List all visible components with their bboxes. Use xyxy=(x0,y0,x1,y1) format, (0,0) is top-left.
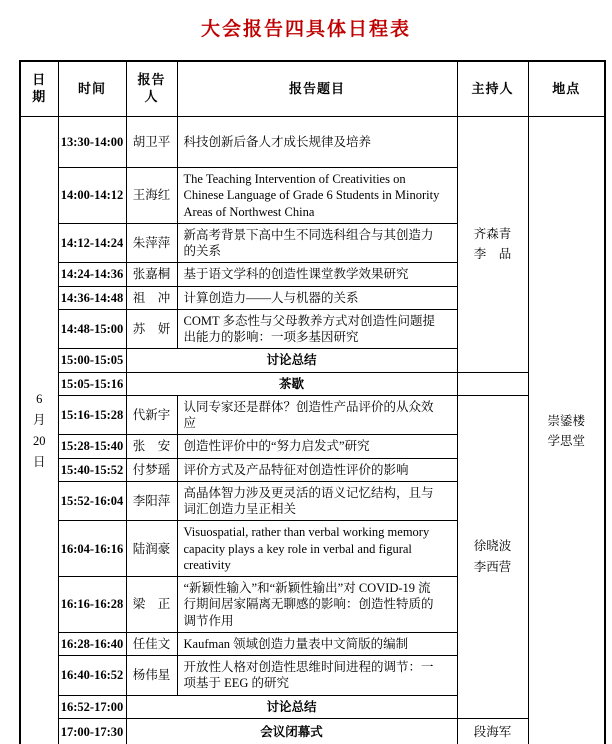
speaker-cell: 祖 冲 xyxy=(126,286,177,309)
time-cell: 13:30-14:00 xyxy=(58,117,126,168)
time-cell: 14:36-14:48 xyxy=(58,286,126,309)
speaker-cell: 张 安 xyxy=(126,435,177,458)
topic-cell: Kaufman 领域创造力量表中文简版的编制 xyxy=(177,632,457,655)
topic-cell: Visuospatial, rather than verbal working memory capacity plays a key role in verbal and figural creativity xyxy=(177,521,457,577)
topic-cell: 认同专家还是群体？创造性产品评价的从众效应 xyxy=(177,395,457,435)
time-cell: 16:40-16:52 xyxy=(58,656,126,696)
speaker-cell: 梁 正 xyxy=(126,577,177,633)
header-cell: 主持人 xyxy=(457,61,528,117)
header-cell: 报告题目 xyxy=(177,61,457,117)
speaker-cell: 付梦瑶 xyxy=(126,458,177,481)
date-line: 20 xyxy=(33,434,46,449)
speaker-cell: 朱萍萍 xyxy=(126,223,177,263)
speaker-cell: 代新宇 xyxy=(126,395,177,435)
topic-cell: 创造性评价中的“努力启发式”研究 xyxy=(177,435,457,458)
location-line: 学思堂 xyxy=(547,434,585,449)
time-cell: 14:24-14:36 xyxy=(58,263,126,286)
topic-cell: 新高考背景下高中生不同选科组合与其创造力的关系 xyxy=(177,223,457,263)
topic-cell: 计算创造力——人与机器的关系 xyxy=(177,286,457,309)
topic-cell: The Teaching Intervention of Creativities on Chinese Language of Grade 6 Students in Minority Areas of Northwest China xyxy=(177,168,457,224)
document-page xyxy=(0,14,612,744)
topic-cell: 高晶体智力涉及更灵活的语义记忆结构，且与词汇创造力呈正相关 xyxy=(177,481,457,521)
time-cell: 16:16-16:28 xyxy=(58,577,126,633)
time-cell: 14:00-14:12 xyxy=(58,168,126,224)
speaker-cell: 张嘉桐 xyxy=(126,263,177,286)
time-cell: 15:52-16:04 xyxy=(58,481,126,521)
topic-cell: 科技创新后备人才成长规律及培养 xyxy=(177,117,457,168)
speaker-cell: 李阳萍 xyxy=(126,481,177,521)
session-cell: 会议闭幕式 xyxy=(126,718,457,744)
host-cell xyxy=(457,372,528,395)
schedule-table xyxy=(19,60,606,744)
time-cell: 16:04-16:16 xyxy=(58,521,126,577)
schedule-body xyxy=(20,117,605,744)
location-line: 崇鋈楼 xyxy=(547,413,585,428)
page-title: 大会报告四具体日程表 xyxy=(200,19,411,40)
date-line: 日 xyxy=(32,455,46,470)
topic-cell: 基于语文学科的创造性课堂教学效果研究 xyxy=(177,263,457,286)
topic-cell: 评价方式及产品特征对创造性评价的影响 xyxy=(177,458,457,481)
date-cell xyxy=(20,117,58,744)
topic-cell: COMT 多态性与父母教养方式对创造性问题提出能力的影响：一项多基因研究 xyxy=(177,309,457,349)
speaker-cell: 杨伟星 xyxy=(126,656,177,696)
speaker-cell: 苏 妍 xyxy=(126,309,177,349)
session-cell: 讨论总结 xyxy=(126,349,457,372)
table-row xyxy=(20,395,605,435)
header-cell: 时间 xyxy=(58,61,126,117)
date-line: 6 xyxy=(36,391,43,406)
time-cell: 16:52-17:00 xyxy=(58,695,126,718)
session-cell: 茶歇 xyxy=(126,372,457,395)
time-cell: 14:48-15:00 xyxy=(58,309,126,349)
host-cell xyxy=(457,718,528,744)
time-cell: 16:28-16:40 xyxy=(58,632,126,655)
speaker-cell: 陆润豪 xyxy=(126,521,177,577)
time-cell: 15:00-15:05 xyxy=(58,349,126,372)
header-cell: 报告人 xyxy=(126,61,177,117)
time-cell: 17:00-17:30 xyxy=(58,718,126,744)
host-name: 李 品 xyxy=(473,247,512,262)
host-cell xyxy=(457,117,528,373)
time-cell: 15:05-15:16 xyxy=(58,372,126,395)
location-cell xyxy=(528,117,605,744)
topic-cell: “新颖性输入”和“新颖性输出”对 COVID-19 流行期间居家隔离无聊感的影响：创造性特质的调节作用 xyxy=(177,577,457,633)
header-cell: 日期 xyxy=(20,61,58,117)
time-cell: 14:12-14:24 xyxy=(58,223,126,263)
table-row xyxy=(20,718,605,744)
topic-cell: 开放性人格对创造性思维时间进程的调节：一项基于 EEG 的研究 xyxy=(177,656,457,696)
speaker-cell: 任佳文 xyxy=(126,632,177,655)
speaker-cell: 王海红 xyxy=(126,168,177,224)
host-cell xyxy=(457,395,528,718)
date-line: 月 xyxy=(32,412,46,427)
session-cell: 讨论总结 xyxy=(126,695,457,718)
host-name: 齐森青 xyxy=(473,226,512,241)
time-cell: 15:16-15:28 xyxy=(58,395,126,435)
time-cell: 15:28-15:40 xyxy=(58,435,126,458)
header-cell: 地点 xyxy=(528,61,605,117)
table-row xyxy=(20,372,605,395)
host-name: 徐晓波 xyxy=(473,539,512,554)
header-row xyxy=(20,61,605,117)
host-name: 段海军 xyxy=(473,724,512,739)
table-row xyxy=(20,117,605,168)
host-name: 李西营 xyxy=(473,559,512,574)
time-cell: 15:40-15:52 xyxy=(58,458,126,481)
speaker-cell: 胡卫平 xyxy=(126,117,177,168)
